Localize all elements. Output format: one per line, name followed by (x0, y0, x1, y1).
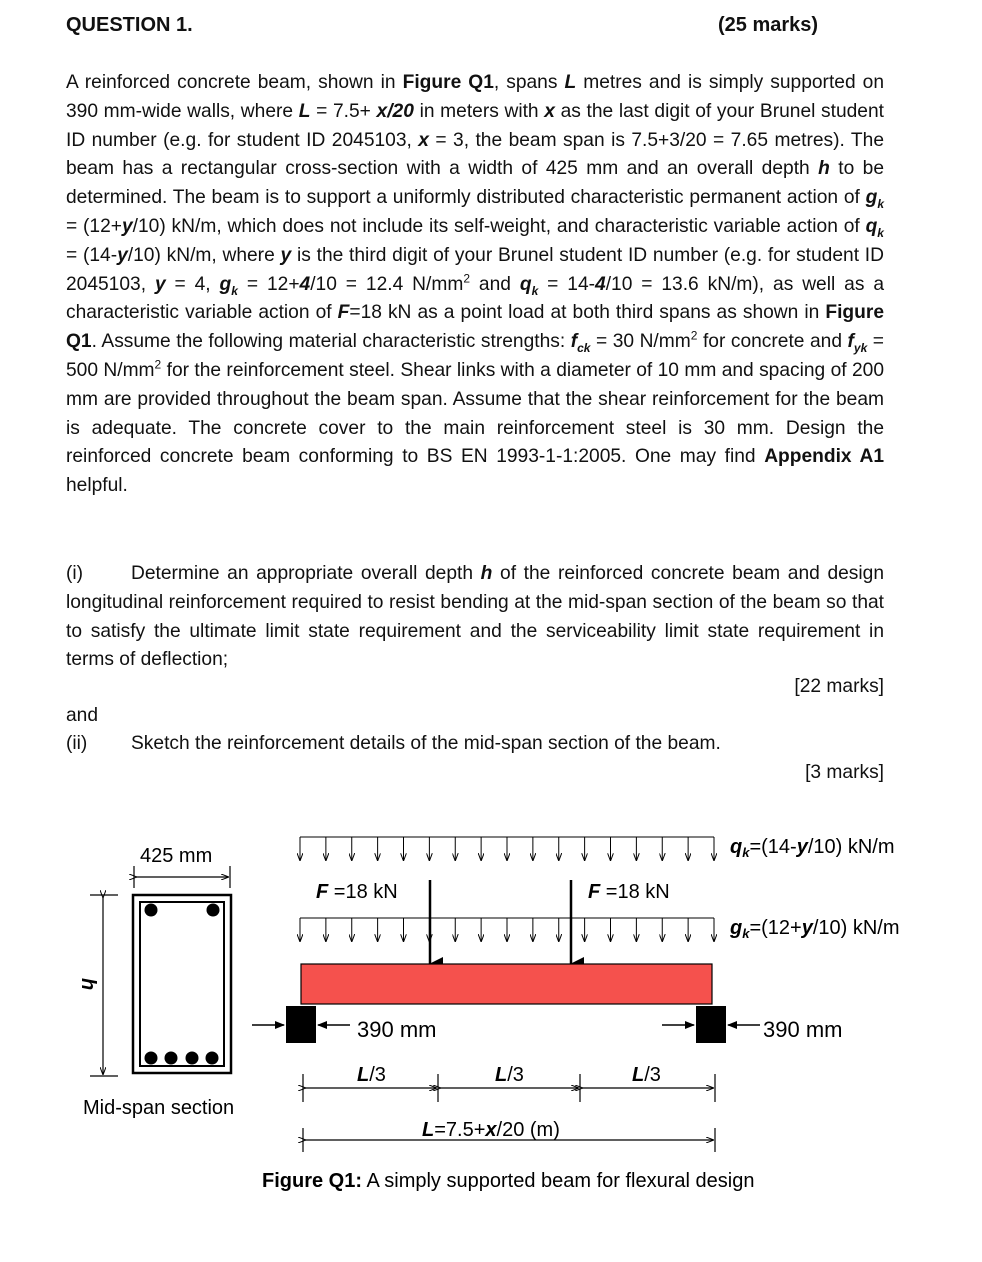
intro-run: Figure Q1 (402, 72, 494, 93)
figure-caption-text: A simply supported beam for flexural design (362, 1170, 755, 1192)
intro-run: L (564, 72, 577, 93)
span-third-label (495, 1064, 524, 1086)
section-outline (133, 895, 231, 1073)
shear-link (140, 902, 224, 1066)
intro-run: y (117, 244, 128, 266)
intro-run: x (544, 100, 555, 122)
right-support-width-label: 390 mm (763, 1017, 843, 1042)
intro-run: q (865, 215, 878, 237)
part-i-run: Determine an appropriate overall depth (131, 563, 481, 584)
intro-run: g (219, 273, 232, 295)
left-support-width-label: 390 mm (357, 1017, 437, 1042)
part-ii-paragraph (66, 733, 721, 755)
span-third-suffix: /3 (507, 1064, 524, 1086)
figure-q1 (0, 810, 982, 1210)
intro-run: k (231, 283, 238, 298)
span-third-symbol: L (495, 1064, 508, 1086)
question-marks: (25 marks) (718, 14, 819, 36)
intro-run: x/20 (376, 100, 414, 122)
section-depth-label: h (77, 978, 99, 991)
intro-run: metres and is simply supported on 390 mm-wide walls, where (66, 72, 884, 122)
point-load-right-label (588, 881, 670, 903)
intro-run: k (531, 283, 539, 298)
intro-run: =18 kN as a point load at both third spans as shown in (349, 302, 826, 324)
span-third-label (357, 1064, 386, 1086)
intro-run: for concrete and (697, 331, 848, 353)
intro-run: A reinforced concrete beam, shown in (66, 72, 403, 93)
part-i-run: of the reinforced concrete beam and design longitudinal reinforcement required to resist bending at the mid-span section of the beam so that to satisfy the ultimate limit state requirement and the serviceability limit state requirement in terms of deflection; (66, 563, 884, 671)
span-third-suffix: /3 (369, 1064, 386, 1086)
figure-caption-label: Figure Q1: (262, 1170, 363, 1192)
intro-run: = 12+ (237, 273, 300, 295)
section-width-label: 425 mm (140, 845, 213, 867)
point-load-right-value: =18 kN (600, 881, 670, 903)
figure-caption (262, 1170, 754, 1192)
intro-run: = 7.5+ (310, 100, 377, 122)
point-load-left-symbol: F (316, 881, 329, 903)
intro-run: L (298, 100, 311, 122)
span-third-symbol: L (632, 1064, 645, 1086)
intro-run: Appendix A1 (764, 446, 885, 468)
intro-run: and (470, 273, 520, 295)
qk-symbol: q (730, 836, 743, 858)
part-ii-text: Sketch the reinforcement details of the mid-span section of the beam. (131, 733, 721, 754)
bottom-rebar (145, 1052, 158, 1065)
intro-run: y (121, 215, 133, 237)
span-third-symbol: L (357, 1064, 370, 1086)
intro-run: 4 (595, 273, 606, 295)
intro-run: 2 (463, 271, 471, 286)
intro-run: g (865, 187, 878, 209)
part-ii-label: (ii) (66, 733, 88, 754)
intro-run: = (12+ (66, 215, 122, 237)
gk-prefix: =(12+ (749, 917, 802, 939)
intro-run: to be determined. The beam is to support a uniformly distributed characteristic permanent action of (66, 158, 884, 209)
qk-variable: y (796, 836, 808, 858)
part-i-run: h (480, 563, 493, 584)
intro-run: k (877, 197, 884, 212)
intro-run: is the third digit of your Brunel student ID number (e.g. for student ID 2045103, (66, 244, 884, 295)
span-total-prefix: =7.5+ (434, 1119, 486, 1141)
intro-run: = (14- (66, 244, 118, 266)
left-support (286, 1006, 316, 1043)
intro-run: k (877, 225, 884, 240)
part-i-marks: [22 marks] (794, 676, 884, 697)
intro-run: y (154, 273, 166, 295)
gk-variable: y (801, 917, 813, 939)
beam-elevation (252, 836, 900, 1152)
top-rebar-right (207, 904, 220, 917)
span-total-symbol: L (422, 1119, 435, 1141)
qk-prefix: =(14- (749, 836, 797, 858)
span-third-suffix: /3 (644, 1064, 661, 1086)
intro-run: Figure Q1 (66, 302, 884, 353)
intro-run: = 4, (165, 273, 220, 295)
intro-run: 2 (154, 357, 162, 372)
qk-subscript: k (742, 845, 750, 860)
intro-run: /10 = 13.6 kN/m), as well as a characteristic variable action of (66, 273, 884, 324)
intro-run: 2 (690, 328, 698, 343)
intro-run: ck (577, 341, 591, 355)
cross-section (77, 845, 234, 1119)
variable-udl-arrows (300, 837, 714, 860)
intro-run: yk (853, 341, 868, 355)
beam (301, 964, 712, 1004)
bottom-rebar (165, 1052, 178, 1065)
bottom-rebar (206, 1052, 219, 1065)
gk-label (729, 917, 900, 941)
intro-run: for the reinforcement steel. Shear links with a diameter of 10 mm and spacing of 200 mm are provided throughout the beam span. Assume that the shear reinforcement for the beam is adequate. The concrete cover to the main reinforcement steel is 30 mm. Design the reinforced concrete beam conforming to BS EN 1993-1-1:2005. One may find (66, 359, 884, 468)
qk-suffix: /10) kN/m (807, 836, 895, 858)
span-third-label (632, 1064, 661, 1086)
intro-run: y (280, 244, 292, 266)
bottom-rebar (186, 1052, 199, 1065)
span-total-variable: x (485, 1119, 497, 1141)
gk-subscript: k (742, 926, 750, 941)
point-load-left-label (316, 881, 398, 903)
intro-run: = 30 N/mm (590, 331, 691, 353)
intro-run: . Assume the following material characteristic strengths: (91, 331, 571, 353)
section-caption: Mid-span section (83, 1097, 235, 1119)
right-support (696, 1006, 726, 1043)
intro-run: = 500 N/mm (66, 331, 884, 381)
intro-run: /10 = 12.4 N/mm (310, 273, 464, 295)
qk-label (730, 836, 895, 860)
gk-suffix: /10) kN/m (812, 917, 900, 939)
top-rebar-left (145, 904, 158, 917)
intro-run: in meters with (413, 100, 545, 122)
intro-run: = 14- (538, 273, 596, 295)
span-total-suffix: /20 (m) (496, 1119, 560, 1141)
intro-run: as the last digit of your Brunel student ID number (e.g. for student ID 2045103, (66, 100, 884, 151)
and-word: and (66, 705, 99, 726)
intro-run: h (818, 158, 830, 180)
point-load-left-value: =18 kN (328, 881, 398, 903)
gk-symbol: g (730, 917, 743, 939)
intro-run: f (570, 331, 578, 353)
intro-run: 4 (299, 273, 311, 295)
intro-paragraph (66, 69, 884, 501)
intro-run: = 3, the beam span is 7.5+3/20 = 7.65 metres). The beam has a rectangular cross-section with a width of 425 mm and an overall depth (66, 129, 884, 180)
intro-run: /10) kN/m, where (127, 244, 281, 266)
permanent-udl-arrows (300, 918, 714, 941)
point-load-right-symbol: F (588, 881, 601, 903)
part-ii-marks: [3 marks] (805, 762, 884, 783)
intro-run: , spans (493, 72, 565, 93)
intro-run: q (519, 273, 532, 295)
intro-run: f (847, 331, 854, 353)
span-total-label (422, 1119, 560, 1141)
part-i-text (66, 563, 884, 670)
intro-run: x (418, 129, 429, 151)
intro-run: helpful. (66, 475, 128, 497)
question-title: QUESTION 1. (66, 14, 193, 36)
intro-run: F (337, 302, 350, 324)
part-i-paragraph (66, 560, 884, 675)
intro-run: /10) kN/m, which does not include its self-weight, and characteristic variable action of (132, 215, 866, 237)
part-i-label: (i) (66, 563, 84, 584)
